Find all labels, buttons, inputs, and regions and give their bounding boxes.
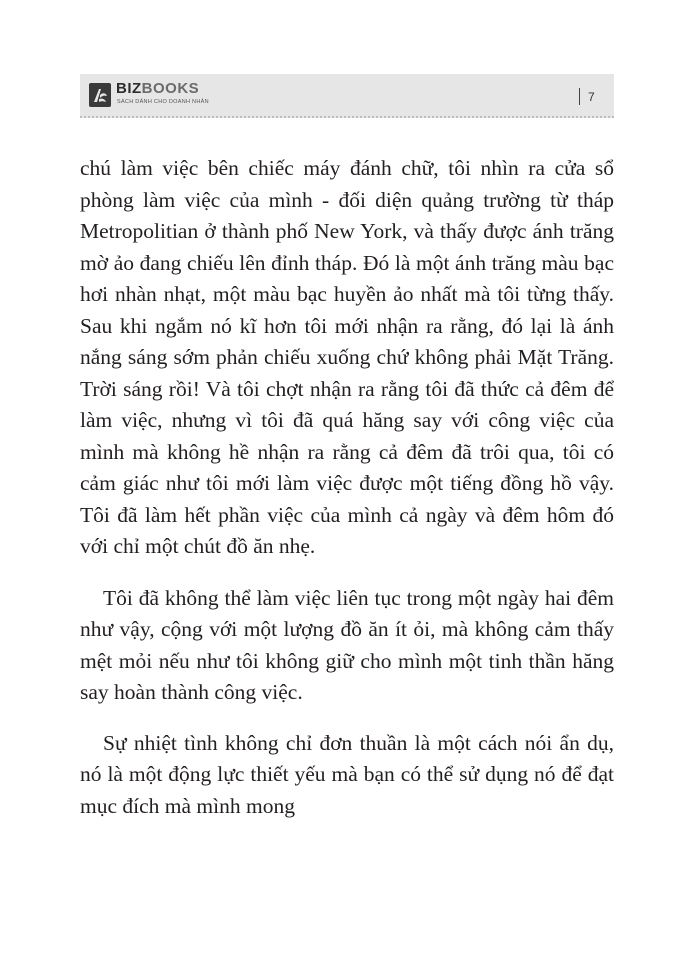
page-number: 7	[588, 90, 595, 104]
body-text	[80, 153, 614, 822]
brand-name: BIZBOOKS	[116, 80, 200, 97]
paragraph: Tôi đã không thể làm việc liên tục trong một ngày hai đêm như vậy, cộng với một lượng đồ ăn ít ỏi, mà không cảm thấy mệt mỏi nếu như tôi không giữ cho mình một tinh thần hăng say hoàn thành công việc.	[80, 585, 614, 704]
header-divider	[579, 88, 580, 105]
bizbooks-logo-icon	[89, 83, 111, 107]
paragraph: Sự nhiệt tình không chỉ đơn thuần là một cách nói ẩn dụ, nó là một động lực thiết yếu mà bạn có thể sử dụng nó để đạt mục đích mà mình mong	[80, 730, 614, 818]
running-header	[80, 74, 614, 118]
paragraph: chú làm việc bên chiếc máy đánh chữ, tôi nhìn ra cửa sổ phòng làm việc của mình - đối diện quảng trường từ tháp Metropolitian ở thành phố New York, và thấy được ánh trăng mờ ảo đang chiếu lên đỉnh tháp. Đó là một ánh trăng màu bạc hơi nhàn nhạt, một màu bạc huyền ảo nhất mà tôi từng thấy. Sau khi ngắm nó kĩ hơn tôi mới nhận ra rằng, đó lại là ánh nắng sáng sớm phản chiếu xuống chứ không phải Mặt Trăng. Trời sáng rồi! Và tôi chợt nhận ra rằng tôi đã thức cả đêm để làm việc, nhưng vì tôi đã quá hăng say với công việc của mình mà không hề nhận ra rằng cả đêm đã trôi qua, tôi có cảm giác như tôi mới làm việc được một tiếng đồng hồ vậy. Tôi đã làm hết phần việc của mình cả ngày và đêm hôm đó với chỉ một chút đồ ăn nhẹ.	[80, 156, 614, 558]
brand-tagline: SÁCH DÀNH CHO DOANH NHÂN	[117, 99, 209, 105]
